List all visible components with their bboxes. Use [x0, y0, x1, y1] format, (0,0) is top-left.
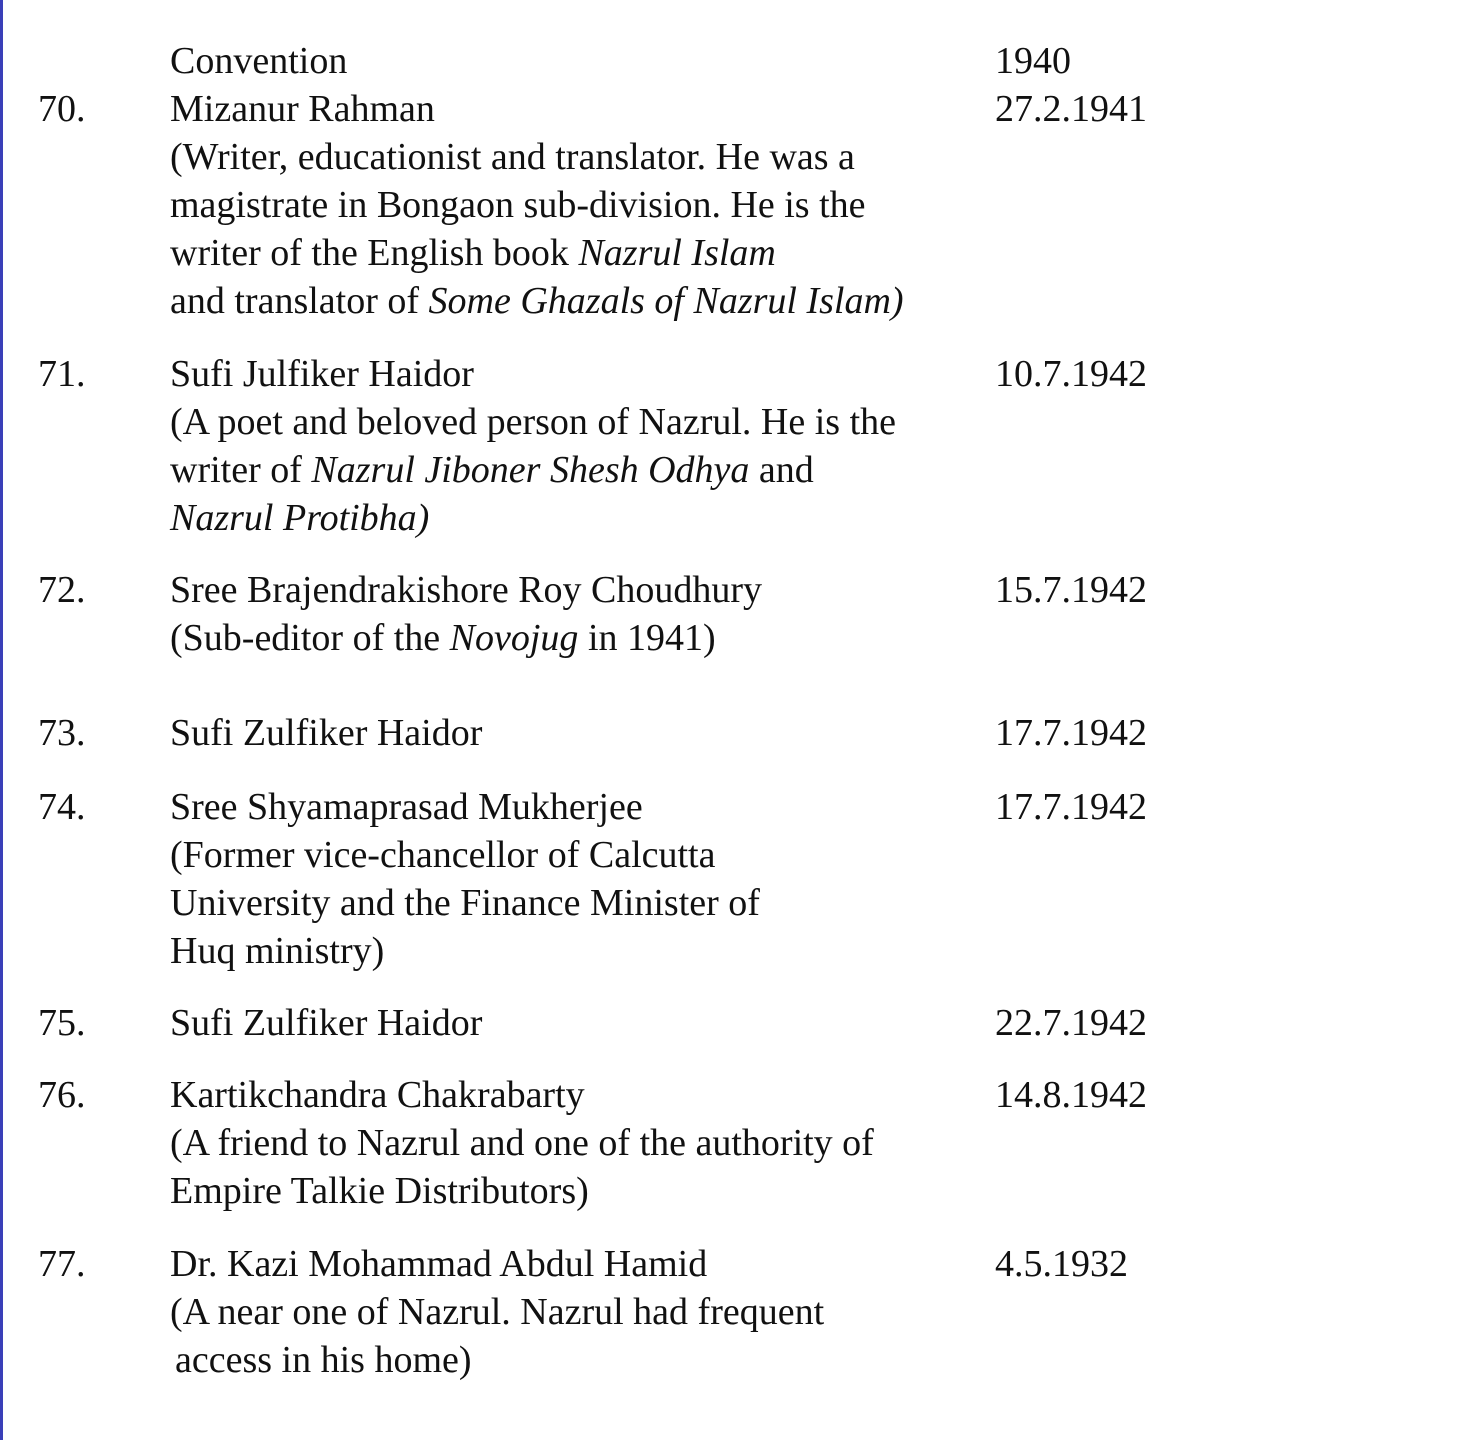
- entry-number: 75.: [38, 1002, 86, 1044]
- description-text: magistrate in Bongaon sub-division. He is the: [170, 184, 866, 226]
- entry-description: [170, 398, 980, 542]
- description-text: access in his home): [175, 1339, 472, 1381]
- entry-date: 22.7.1942: [995, 1002, 1147, 1044]
- description-line: [170, 1167, 980, 1215]
- description-line: [170, 446, 980, 494]
- entry-description: [170, 1119, 980, 1215]
- entry-date: 14.8.1942: [995, 1074, 1147, 1116]
- entry-name: Sufi Zulfiker Haidor: [170, 712, 483, 754]
- description-line: [170, 1336, 980, 1384]
- description-line: [170, 277, 980, 325]
- italic-title: Novojug: [449, 617, 579, 659]
- entry-body: [170, 709, 980, 757]
- description-text: and: [749, 449, 814, 491]
- description-text: in 1941): [578, 617, 716, 659]
- entry-number: 72.: [38, 569, 86, 611]
- entry-body: [170, 1240, 980, 1384]
- description-line: [170, 133, 980, 181]
- description-line: [170, 398, 980, 446]
- entry-description: [170, 614, 980, 662]
- description-text: writer of: [170, 449, 312, 491]
- entry-body: [170, 85, 980, 325]
- description-text: writer of the English book: [170, 232, 579, 274]
- entry-date: 17.7.1942: [995, 786, 1147, 828]
- description-line: [170, 229, 980, 277]
- description-line: [170, 879, 980, 927]
- description-text: University and the Finance Minister of: [170, 882, 760, 924]
- italic-title: Nazrul Islam: [578, 232, 776, 274]
- description-text: Empire Talkie Distributors): [170, 1170, 589, 1212]
- description-line: [170, 1288, 980, 1336]
- entry-number: 73.: [38, 712, 86, 754]
- entry-body: [170, 1071, 980, 1215]
- entry-number: 71.: [38, 353, 86, 395]
- entry-name: Dr. Kazi Mohammad Abdul Hamid: [170, 1243, 708, 1285]
- entry-date: 10.7.1942: [995, 353, 1147, 395]
- entry-number: 70.: [38, 88, 86, 130]
- continuation-date: 1940: [995, 40, 1071, 82]
- entry-date: 17.7.1942: [995, 712, 1147, 754]
- entry-number: 76.: [38, 1074, 86, 1116]
- description-line: [170, 494, 980, 542]
- entry-body: [170, 999, 980, 1047]
- description-text: (A near one of Nazrul. Nazrul had frequent: [170, 1291, 825, 1333]
- entry-name: Sree Brajendrakishore Roy Choudhury: [170, 569, 763, 611]
- entry-body: [170, 350, 980, 542]
- entry-body: [170, 566, 980, 662]
- description-text: (Sub-editor of the: [170, 617, 450, 659]
- description-line: [170, 1119, 980, 1167]
- italic-title: Some Ghazals of Nazrul Islam): [428, 280, 904, 322]
- entry-name: Sree Shyamaprasad Mukherjee: [170, 786, 643, 828]
- continuation-text: Convention: [170, 40, 348, 82]
- entry-date: 15.7.1942: [995, 569, 1147, 611]
- entry-name: Mizanur Rahman: [170, 88, 435, 130]
- entry-name: Sufi Zulfiker Haidor: [170, 1002, 483, 1044]
- description-line: [170, 927, 980, 975]
- entry-description: [170, 1288, 980, 1384]
- description-line: [170, 614, 980, 662]
- description-line: [170, 181, 980, 229]
- entry-name: Sufi Julfiker Haidor: [170, 353, 474, 395]
- entry-number: 77.: [38, 1243, 86, 1285]
- entry-name: Kartikchandra Chakrabarty: [170, 1074, 585, 1116]
- description-text: (Former vice-chancellor of Calcutta: [170, 834, 716, 876]
- entry-description: [170, 831, 980, 975]
- description-text: (Writer, educationist and translator. He was a: [170, 136, 855, 178]
- description-text: (A friend to Nazrul and one of the authority of: [170, 1122, 874, 1164]
- italic-title: Nazrul Jiboner Shesh Odhya: [311, 449, 750, 491]
- entry-description: [170, 133, 980, 325]
- entry-date: 4.5.1932: [995, 1243, 1128, 1285]
- entry-date: 27.2.1941: [995, 88, 1147, 130]
- description-text: and translator of: [170, 280, 429, 322]
- italic-title: Nazrul Protibha): [170, 497, 430, 539]
- description-line: [170, 831, 980, 879]
- entry-number: 74.: [38, 786, 86, 828]
- entry-body: [170, 783, 980, 975]
- description-text: Huq ministry): [170, 930, 385, 972]
- description-text: (A poet and beloved person of Nazrul. He is the: [170, 401, 897, 443]
